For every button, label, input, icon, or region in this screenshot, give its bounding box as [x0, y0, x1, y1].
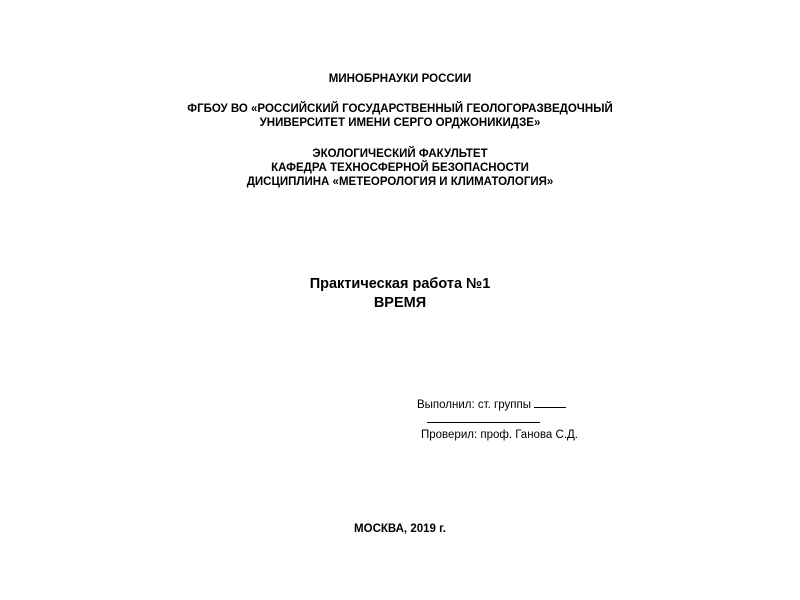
group-blank	[534, 397, 566, 408]
university-name-line-1: ФГБОУ ВО «РОССИЙСКИЙ ГОСУДАРСТВЕННЫЙ ГЕОЛОГОРАЗВЕДОЧНЫЙ	[187, 103, 613, 115]
faculty-name: ЭКОЛОГИЧЕСКИЙ ФАКУЛЬТЕТ	[312, 148, 488, 160]
department-name: КАФЕДРА ТЕХНОСФЕРНОЙ БЕЗОПАСНОСТИ	[271, 162, 529, 174]
faculty-block	[0, 147, 800, 189]
document-title	[0, 275, 800, 313]
work-topic: ВРЕМЯ	[373, 295, 427, 311]
city-year-text: МОСКВА, 2019 г.	[354, 523, 446, 535]
university-header	[0, 102, 800, 130]
work-title: Практическая работа №1	[309, 276, 491, 292]
discipline-name: ДИСЦИПЛИНА «МЕТЕОРОЛОГИЯ И КЛИМАТОЛОГИЯ»	[246, 176, 554, 188]
city-year	[0, 522, 800, 536]
ministry-header	[0, 72, 800, 86]
student-name-blank	[427, 422, 540, 423]
performed-by-line	[417, 397, 677, 413]
performed-by-label: Выполнил: ст. группы	[417, 399, 531, 411]
signature-block	[417, 397, 677, 443]
university-name-line-2: УНИВЕРСИТЕТ ИМЕНИ СЕРГО ОРДЖОНИКИДЗЕ»	[259, 117, 541, 129]
ministry-name: МИНОБРНАУКИ РОССИИ	[328, 73, 472, 85]
checked-by-label: Проверил: проф. Ганова С.Д.	[421, 429, 579, 441]
student-name-line	[417, 413, 677, 428]
